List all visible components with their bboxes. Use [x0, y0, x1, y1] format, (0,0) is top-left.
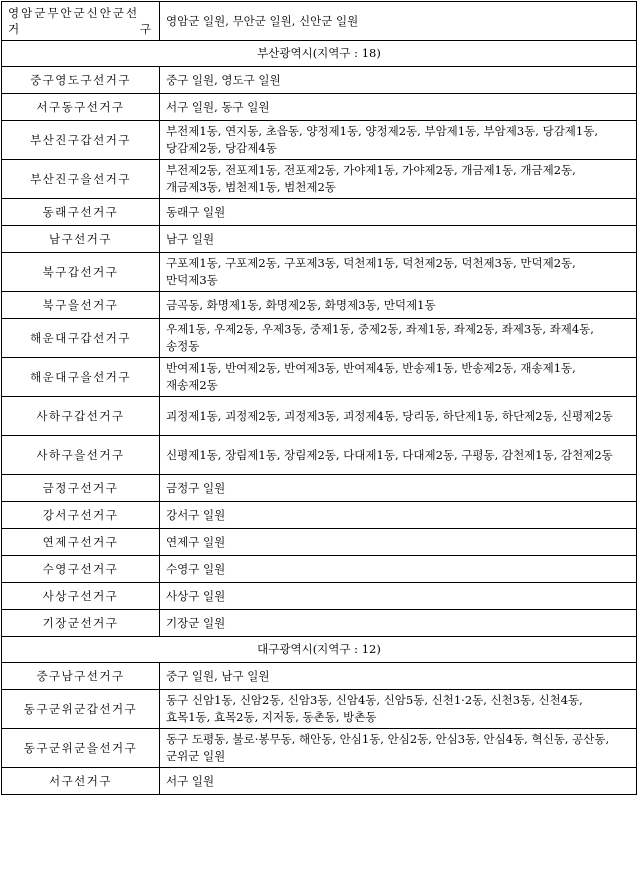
table-row [2, 94, 637, 121]
district-area: 연제구 일원 [160, 529, 637, 556]
section-header-row [2, 637, 637, 663]
district-area: 중구 일원, 남구 일원 [160, 663, 637, 690]
district-area: 수영구 일원 [160, 556, 637, 583]
district-name: 중구남구선거구 [2, 663, 160, 690]
district-name: 중구영도구선거구 [2, 67, 160, 94]
table-row [2, 292, 637, 319]
table-row [2, 502, 637, 529]
table-row [2, 556, 637, 583]
district-name: 북구갑선거구 [2, 253, 160, 292]
district-area: 구포제1동, 구포제2동, 구포제3동, 덕천제1동, 덕천제2동, 덕천제3동, 만덕제2동, 만덕제3동 [160, 253, 637, 292]
district-name: 동래구선거구 [2, 199, 160, 226]
section-header-row [2, 41, 637, 67]
table-row [2, 610, 637, 637]
district-area: 금정구 일원 [160, 475, 637, 502]
table-row [2, 2, 637, 41]
district-name: 기장군선거구 [2, 610, 160, 637]
table-row [2, 529, 637, 556]
district-table-page [0, 1, 639, 885]
district-area: 동구 신암1동, 신암2동, 신암3동, 신암4동, 신암5동, 신천1·2동, 신천3동, 신천4동, 효목1동, 효목2동, 지저동, 동촌동, 방촌동 [160, 690, 637, 729]
table-body [2, 2, 637, 795]
table-row [2, 121, 637, 160]
table-row [2, 663, 637, 690]
district-name: 사하구갑선거구 [2, 397, 160, 436]
district-name: 동구군위군갑선거구 [2, 690, 160, 729]
table-row [2, 199, 637, 226]
table-row [2, 436, 637, 475]
section-label: 부산광역시(지역구 : 18) [2, 41, 637, 67]
district-area: 동구 도평동, 불로·봉무동, 해안동, 안심1동, 안심2동, 안심3동, 안심4동, 혁신동, 공산동, 군위군 일원 [160, 729, 637, 768]
table-row [2, 319, 637, 358]
district-area: 금곡동, 화명제1동, 화명제2동, 화명제3동, 만덕제1동 [160, 292, 637, 319]
district-area: 중구 일원, 영도구 일원 [160, 67, 637, 94]
district-name: 사하구을선거구 [2, 436, 160, 475]
district-area: 괴정제1동, 괴정제2동, 괴정제3동, 괴정제4동, 당리동, 하단제1동, 하단제2동, 신평제2동 [160, 397, 637, 436]
district-name: 수영구선거구 [2, 556, 160, 583]
district-name: 북구을선거구 [2, 292, 160, 319]
district-area: 서구 일원, 동구 일원 [160, 94, 637, 121]
district-area: 사상구 일원 [160, 583, 637, 610]
table-row [2, 768, 637, 795]
district-name: 영암군무안군신안군선 거 구 [2, 2, 160, 41]
table-row [2, 475, 637, 502]
district-area: 기장군 일원 [160, 610, 637, 637]
table-row [2, 690, 637, 729]
district-name: 강서구선거구 [2, 502, 160, 529]
district-area: 부전제1동, 연지동, 초읍동, 양정제1동, 양정제2동, 부암제1동, 부암제3동, 당감제1동, 당감제2동, 당감제4동 [160, 121, 637, 160]
table-row [2, 67, 637, 94]
district-name: 해운대구갑선거구 [2, 319, 160, 358]
district-area: 신평제1동, 장림제1동, 장림제2동, 다대제1동, 다대제2동, 구평동, 감천제1동, 감천제2동 [160, 436, 637, 475]
district-name: 연제구선거구 [2, 529, 160, 556]
table-row [2, 226, 637, 253]
district-name: 금정구선거구 [2, 475, 160, 502]
district-area: 영암군 일원, 무안군 일원, 신안군 일원 [160, 2, 637, 41]
district-name: 동구군위군을선거구 [2, 729, 160, 768]
table-row [2, 160, 637, 199]
section-label: 대구광역시(지역구 : 12) [2, 637, 637, 663]
district-name: 남구선거구 [2, 226, 160, 253]
district-area: 우제1동, 우제2동, 우제3동, 중제1동, 중제2동, 좌제1동, 좌제2동, 좌제3동, 좌제4동, 송정동 [160, 319, 637, 358]
table-row [2, 358, 637, 397]
district-name: 부산진구을선거구 [2, 160, 160, 199]
table-row [2, 397, 637, 436]
district-area: 남구 일원 [160, 226, 637, 253]
district-name: 사상구선거구 [2, 583, 160, 610]
table-row [2, 253, 637, 292]
district-name: 서구선거구 [2, 768, 160, 795]
district-area: 서구 일원 [160, 768, 637, 795]
district-area: 부전제2동, 전포제1동, 전포제2동, 가야제1동, 가야제2동, 개금제1동, 개금제2동, 개금제3동, 범천제1동, 범천제2동 [160, 160, 637, 199]
district-name: 서구동구선거구 [2, 94, 160, 121]
district-name: 부산진구갑선거구 [2, 121, 160, 160]
table-row [2, 729, 637, 768]
district-area: 반여제1동, 반여제2동, 반여제3동, 반여제4동, 반송제1동, 반송제2동, 재송제1동, 재송제2동 [160, 358, 637, 397]
electoral-district-table [1, 1, 637, 795]
district-area: 강서구 일원 [160, 502, 637, 529]
district-name: 해운대구을선거구 [2, 358, 160, 397]
district-area: 동래구 일원 [160, 199, 637, 226]
table-row [2, 583, 637, 610]
